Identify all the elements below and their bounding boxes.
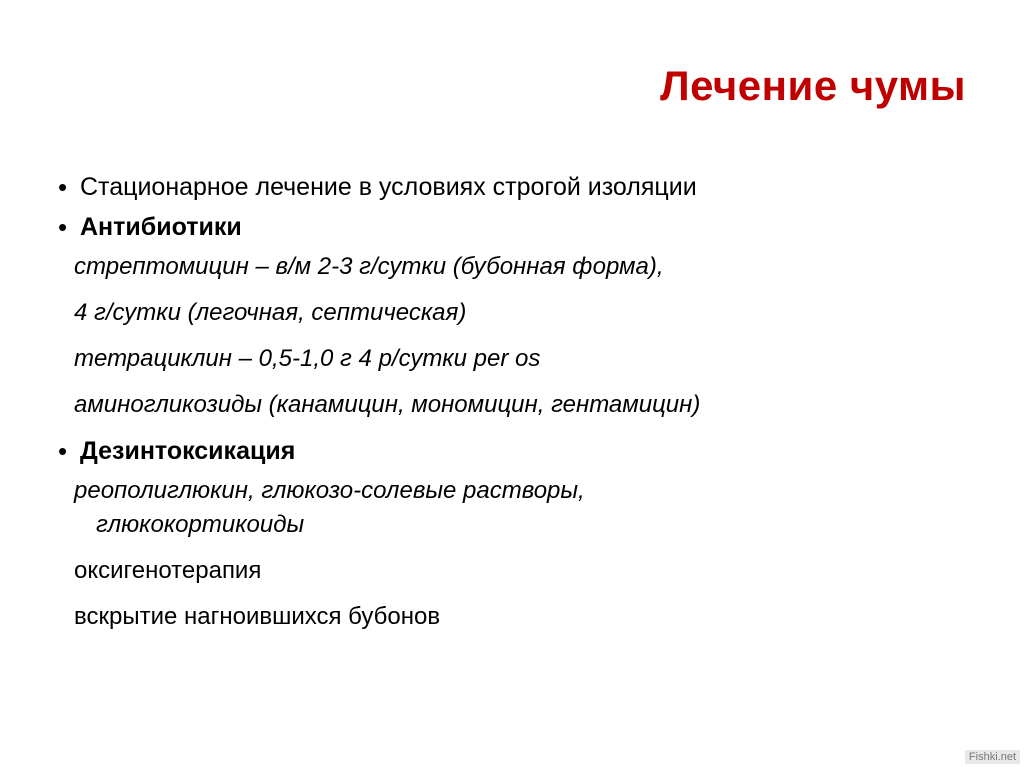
text-line: аминогликозиды (канамицин, мономицин, гентамицин): [74, 391, 701, 418]
list-item: [50, 434, 984, 468]
bullet-icon: •: [58, 212, 68, 242]
text-line: 4 г/сутки (легочная, септическая): [74, 299, 467, 326]
text-line-part-wrapped: глюкокортикоиды: [96, 511, 305, 538]
slide-content: [50, 170, 984, 646]
page-title: Лечение чумы: [660, 62, 966, 109]
text-line: [74, 474, 984, 542]
list-item-label: Антибиотики: [80, 213, 242, 241]
list-item: [50, 210, 984, 244]
text-line-part: реополиглюкин, глюкозо-солевые растворы,: [74, 477, 585, 504]
list-item-label: Дезинтоксикация: [80, 437, 296, 465]
list-item-label: Стационарное лечение в условиях строгой изоляции: [80, 173, 697, 201]
text-line: стрептомицин – в/м 2-3 г/сутки (бубонная форма),: [74, 253, 664, 280]
list-item: [50, 170, 984, 204]
text-line: оксигенотерапия: [74, 557, 262, 584]
bullet-icon: •: [58, 436, 68, 466]
bullet-icon: •: [58, 172, 68, 202]
watermark: Fishki.net: [965, 750, 1020, 764]
text-line: вскрытие нагноившихся бубонов: [74, 603, 441, 630]
text-line: тетрациклин – 0,5-1,0 г 4 р/сутки per os: [74, 345, 541, 372]
